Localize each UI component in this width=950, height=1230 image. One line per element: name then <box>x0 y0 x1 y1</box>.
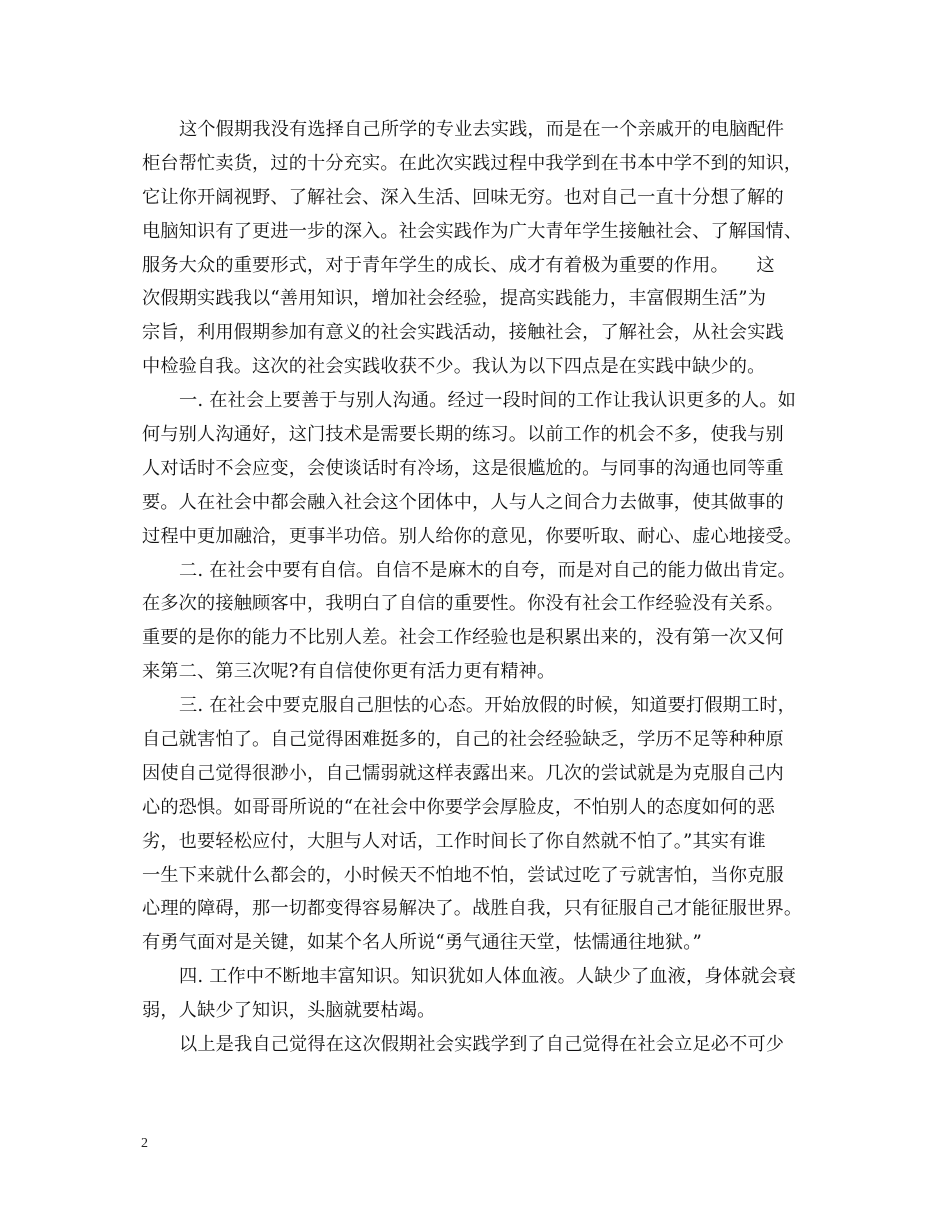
text-line: 它让你开阔视野、了解社会、深入生活、回味无穷。也对自己一直十分想了解的 <box>142 186 784 208</box>
text-line: 来第二、第三次呢?有自信使你更有活力更有精神。 <box>142 661 556 683</box>
text-line: 心理的障碍，那一切都变得容易解决了。战胜自我，只有征服自己才能征服世界。 <box>142 898 803 920</box>
text-line: 服务大众的重要形式，对于青年学生的成长、成才有着极为重要的作用。 这 <box>142 254 775 276</box>
text-line: 以上是我自己觉得在这次假期社会实践学到了自己觉得在社会立足必不可少 <box>179 1034 785 1056</box>
text-line: 在多次的接触顾客中，我明白了自信的重要性。你没有社会工作经验没有关系。 <box>142 593 784 615</box>
text-line: 柜台帮忙卖货，过的十分充实。在此次实践过程中我学到在书本中学不到的知识， <box>142 152 803 174</box>
text-line: 一. 在社会上要善于与别人沟通。经过一段时间的工作让我认识更多的人。如 <box>179 390 797 412</box>
text-line: 过程中更加融洽，更事半功倍。别人给你的意见，你要听取、耐心、虚心地接受。 <box>142 525 803 547</box>
text-line: 二. 在社会中要有自信。自信不是麻木的自夸，而是对自己的能力做出肯定。 <box>179 559 797 581</box>
text-line: 何与别人沟通好，这门技术是需要长期的练习。以前工作的机会不多，使我与别 <box>142 424 784 446</box>
text-line: 要。人在社会中都会融入社会这个团体中，人与人之间合力去做事，使其做事的 <box>142 491 784 513</box>
text-line: 重要的是你的能力不比别人差。社会工作经验也是积累出来的，没有第一次又何 <box>142 627 784 649</box>
text-line: 因使自己觉得很渺小，自己懦弱就这样表露出来。几次的尝试就是为克服自己内 <box>142 762 784 784</box>
text-line: 三. 在社会中要克服自己胆怯的心态。开始放假的时候，知道要打假期工时， <box>179 695 797 717</box>
text-line: 中检验自我。这次的社会实践收获不少。我认为以下四点是在实践中缺少的。 <box>142 356 766 378</box>
text-line: 四. 工作中不断地丰富知识。知识犹如人体血液。人缺少了血液，身体就会衰 <box>179 966 797 988</box>
text-line: 自己就害怕了。自己觉得困难挺多的，自己的社会经验缺乏，学历不足等种种原 <box>142 729 784 751</box>
text-line: 有勇气面对是关键，如某个名人所说“勇气通往天堂，怯懦通往地狱。” <box>142 932 702 954</box>
text-line: 宗旨，利用假期参加有意义的社会实践活动，接触社会，了解社会，从社会实践 <box>142 322 784 344</box>
document-body <box>142 113 822 1062</box>
text-line: 电脑知识有了更进一步的深入。社会实践作为广大青年学生接触社会、了解国情、 <box>142 220 803 242</box>
text-line: 弱，人缺少了知识，头脑就要枯竭。 <box>142 1000 436 1022</box>
text-line: 劣，也要轻松应付，大胆与人对话，工作时间长了你自然就不怕了。”其实有谁 <box>142 830 766 852</box>
text-line: 这个假期我没有选择自己所学的专业去实践，而是在一个亲戚开的电脑配件 <box>179 119 785 140</box>
text-line: 次假期实践我以“善用知识，增加社会经验，提高实践能力，丰富假期生活”为 <box>142 288 767 310</box>
text-line: 人对话时不会应变，会使谈话时有冷场，这是很尴尬的。与同事的沟通也同等重 <box>142 457 784 479</box>
text-line: 心的恐惧。如哥哥所说的“在社会中你要学会厚脸皮，不怕别人的态度如何的恶 <box>142 796 775 818</box>
page-number: 2 <box>141 1136 148 1151</box>
text-line: 一生下来就什么都会的，小时候天不怕地不怕，尝试过吃了亏就害怕，当你克服 <box>142 864 784 886</box>
